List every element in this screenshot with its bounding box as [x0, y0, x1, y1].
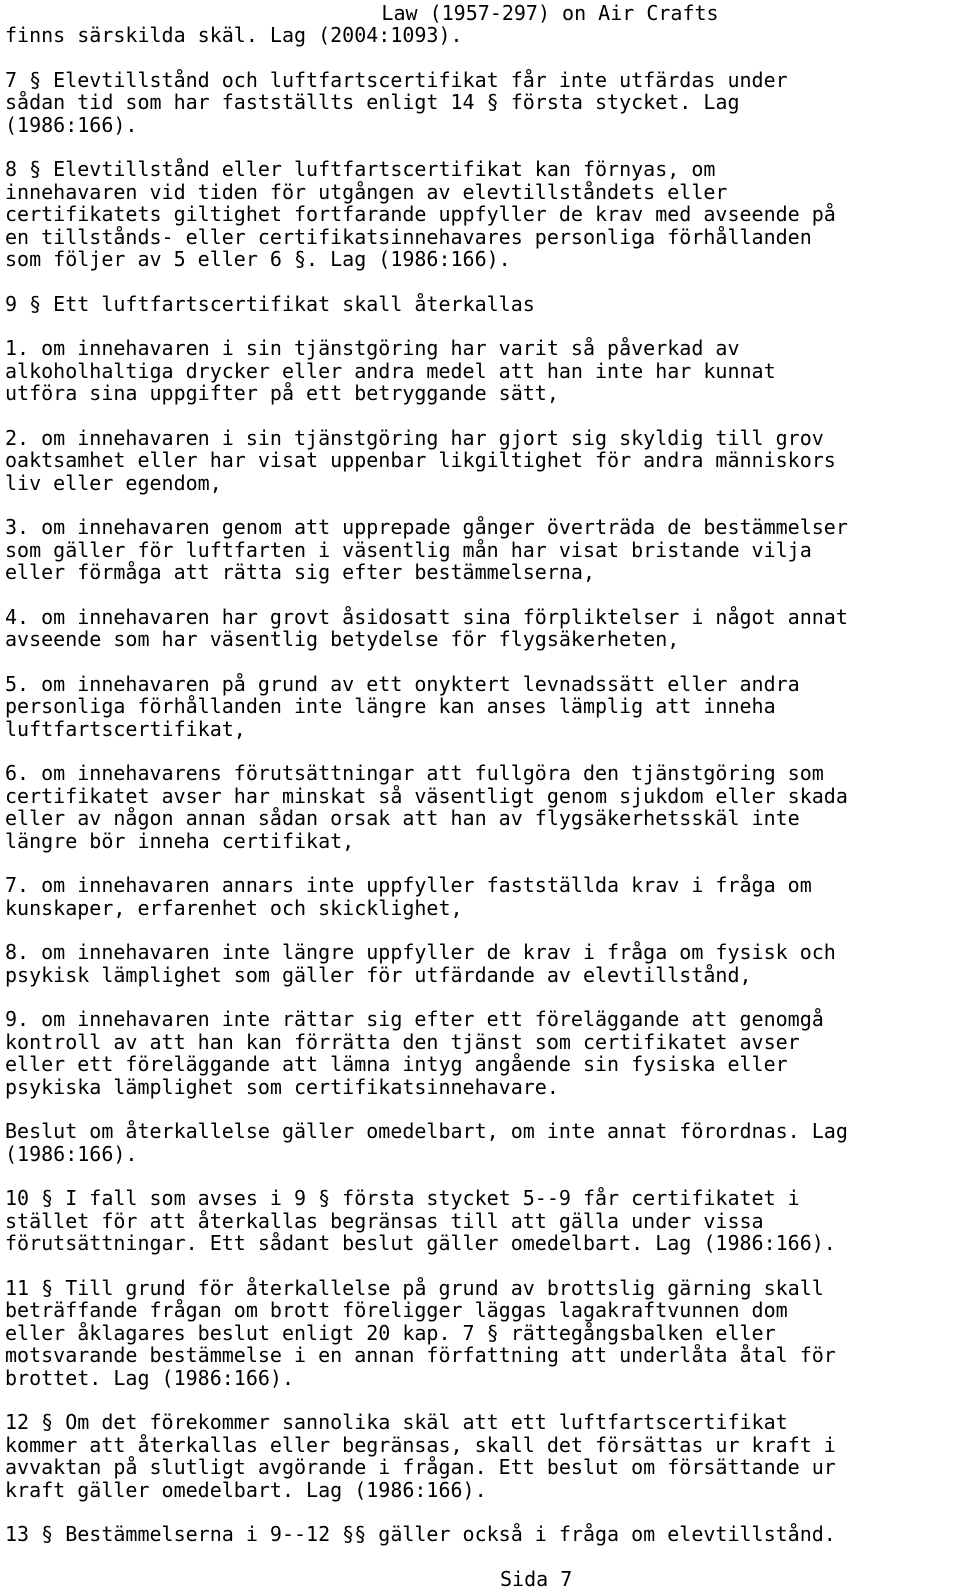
paragraph [5, 606, 960, 651]
text-line: 4. om innehavaren har grovt åsidosatt sina förpliktelser i något annat [5, 604, 848, 629]
paragraph [5, 673, 960, 741]
paragraph-gap [5, 494, 960, 516]
paragraph [5, 516, 960, 584]
text-line: innehavaren vid tiden för utgången av elevtillståndets eller [5, 179, 728, 204]
paragraph [5, 874, 960, 919]
text-line: 10 § I fall som avses i 9 § första stycket 5--9 får certifikatet i [5, 1186, 800, 1210]
paragraph-gap [5, 919, 960, 941]
paragraph-gap [5, 405, 960, 427]
text-line: eller åklagares beslut enligt 20 kap. 7 § rättegångsbalken eller [5, 1320, 776, 1345]
text-line: 1. om innehavaren i sin tjänstgöring har varit så påverkad av [5, 336, 740, 360]
paragraph [5, 337, 960, 405]
text-line: (1986:166). [5, 112, 138, 137]
text-line: avvaktan på slutligt avgörande i frågan. Ett beslut om försättande ur [5, 1455, 836, 1479]
text-line: 2. om innehavaren i sin tjänstgöring har gjort sig skyldig till grov [5, 425, 824, 450]
text-line: eller av någon annan sådan orsak att han av flygsäkerhetsskäl inte [5, 806, 800, 830]
paragraph-gap [5, 1098, 960, 1120]
text-line: brottet. Lag (1986:166). [5, 1365, 294, 1390]
text-line: kraft gäller omedelbart. Lag (1986:166). [5, 1477, 487, 1502]
text-line: (1986:166). [5, 1141, 138, 1166]
text-line: avseende som har väsentlig betydelse för flygsäkerheten, [5, 627, 680, 651]
paragraph [5, 69, 960, 137]
text-line: 13 § Bestämmelserna i 9--12 §§ gäller också i fråga om elevtillstånd. [5, 1522, 836, 1546]
text-line: liv eller egendom, [5, 470, 222, 495]
paragraph-gap [5, 986, 960, 1008]
paragraph-gap [5, 136, 960, 158]
paragraph [5, 1120, 960, 1165]
paragraph [5, 427, 960, 495]
text-line: certifikatet avser har minskat så väsentligt genom sjukdom eller skada [5, 783, 848, 808]
document-body [5, 24, 960, 1546]
paragraph-gap [5, 584, 960, 606]
text-line: kommer att återkallas eller begränsas, skall det försättas ur kraft i [5, 1432, 836, 1457]
text-line: en tillstånds- eller certifikatsinnehavares personliga förhållanden [5, 224, 812, 249]
paragraph [5, 158, 960, 271]
text-line: 8. om innehavaren inte längre uppfyller de krav i fråga om fysisk och [5, 940, 836, 964]
text-line: luftfartscertifikat, [5, 716, 246, 741]
paragraph [5, 1411, 960, 1501]
text-line: stället för att återkallas begränsas till att gälla under vissa [5, 1208, 764, 1233]
text-line: 6. om innehavarens förutsättningar att fullgöra den tjänstgöring som [5, 761, 824, 785]
paragraph-gap [5, 740, 960, 762]
text-line: eller ett föreläggande att lämna intyg angående sin fysiska eller [5, 1052, 788, 1076]
text-line: förutsättningar. Ett sådant beslut gäller omedelbart. Lag (1986:166). [5, 1231, 836, 1255]
text-line: 9. om innehavaren inte rättar sig efter ett föreläggande att genomgå [5, 1007, 824, 1031]
text-line: 8 § Elevtillstånd eller luftfartscertifikat kan förnyas, om [5, 157, 716, 181]
text-line: 5. om innehavaren på grund av ett onyktert levnadssätt eller andra [5, 671, 800, 696]
paragraph-gap [5, 1501, 960, 1523]
text-line: 12 § Om det förekommer sannolika skäl att ett luftfartscertifikat [5, 1410, 788, 1434]
paragraph-gap [5, 852, 960, 874]
page-header: Law (1957-297) on Air Crafts [381, 1, 719, 25]
paragraph-gap [5, 47, 960, 69]
paragraph [5, 1277, 960, 1390]
paragraph-gap [5, 651, 960, 673]
page-number: Sida 7 [500, 1567, 573, 1591]
text-line: 3. om innehavaren genom att upprepade gånger överträda de bestämmelser [5, 515, 848, 539]
text-line: oaktsamhet eller har visat uppenbar likgiltighet för andra människors [5, 448, 836, 472]
text-line: 11 § Till grund för återkallelse på grund av brottslig gärning skall [5, 1275, 824, 1300]
text-line: som följer av 5 eller 6 §. Lag (1986:166). [5, 247, 511, 271]
text-line: 9 § Ett luftfartscertifikat skall återkallas [5, 291, 535, 316]
paragraph [5, 1187, 960, 1255]
paragraph [5, 941, 960, 986]
text-line: kontroll av att han kan förrätta den tjänst som certifikatet avser [5, 1029, 800, 1054]
text-line: finns särskilda skäl. Lag (2004:1093). [5, 23, 463, 47]
paragraph [5, 24, 960, 47]
text-line: 7 § Elevtillstånd och luftfartscertifikat får inte utfärdas under [5, 67, 788, 92]
paragraph-gap [5, 1389, 960, 1411]
text-line: certifikatets giltighet fortfarande uppfyller de krav med avseende på [5, 202, 836, 226]
text-line: psykiska lämplighet som certifikatsinnehavare. [5, 1074, 559, 1099]
paragraph [5, 1523, 960, 1546]
text-line: personliga förhållanden inte längre kan anses lämplig att inneha [5, 694, 776, 718]
paragraph [5, 762, 960, 852]
text-line: psykisk lämplighet som gäller för utfärdande av elevtillstånd, [5, 962, 752, 987]
text-line: eller förmåga att rätta sig efter bestämmelserna, [5, 560, 596, 584]
text-line: motsvarande bestämmelse i en annan författning att underlåta åtal för [5, 1343, 836, 1367]
text-line: kunskaper, erfarenhet och skicklighet, [5, 895, 463, 920]
paragraph [5, 1008, 960, 1098]
paragraph-gap [5, 271, 960, 293]
text-line: längre bör inneha certifikat, [5, 828, 355, 853]
text-line: utföra sina uppgifter på ett betryggande sätt, [5, 381, 559, 405]
text-line: som gäller för luftfarten i väsentlig mån har visat bristande vilja [5, 537, 812, 562]
paragraph [5, 293, 960, 316]
text-line: beträffande frågan om brott föreligger läggas lagakraftvunnen dom [5, 1298, 788, 1322]
paragraph-gap [5, 1165, 960, 1187]
paragraph-gap [5, 315, 960, 337]
paragraph-gap [5, 1255, 960, 1277]
text-line: alkoholhaltiga drycker eller andra medel att han inte har kunnat [5, 358, 776, 383]
text-line: sådan tid som har fastställts enligt 14 § första stycket. Lag [5, 90, 740, 114]
text-line: 7. om innehavaren annars inte uppfyller fastställda krav i fråga om [5, 873, 812, 897]
text-line: Beslut om återkallelse gäller omedelbart, om inte annat förordnas. Lag [5, 1119, 848, 1143]
